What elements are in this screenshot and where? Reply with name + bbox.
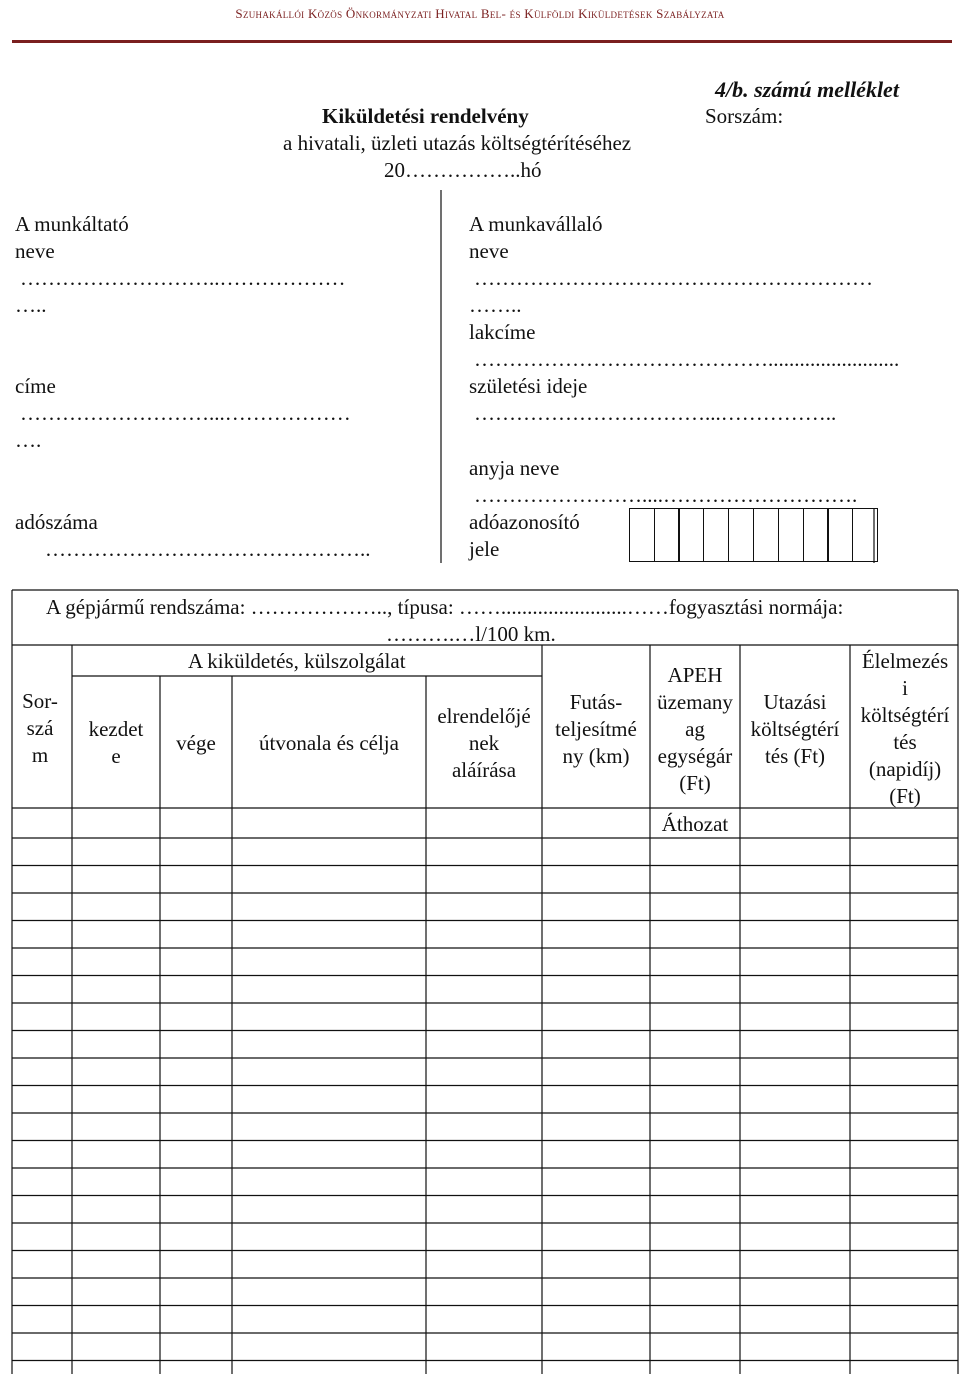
col-route-header: útvonala és célja (259, 731, 399, 755)
employer-tax-field[interactable]: ……………………………………….. (45, 537, 371, 561)
employer-name-field[interactable]: ………………………..……………… (20, 266, 346, 290)
col-fuel-price-header: APEH üzemany ag egységár (Ft) (657, 663, 733, 795)
employee-name-label: A munkavállaló (469, 212, 603, 236)
col-meal-allowance-header: Élelmezés i költségtérí tés (napidíj) (Ft) (860, 649, 950, 808)
col-distance-header: Futás- teljesítmé ny (km) (555, 690, 637, 768)
vehicle-info-line: A gépjármű rendszáma: ……………….., típusa: ……........................……fogyasztási normája: (46, 595, 844, 619)
date-line: 20……………..hó (384, 158, 542, 182)
employee-birth-label: születési ideje (469, 374, 588, 398)
employee-birth-field[interactable]: ……………………………...…………….. (474, 401, 837, 425)
employee-name-field-cont[interactable]: …….. (469, 293, 522, 317)
employer-name-label: A munkáltató (15, 212, 129, 236)
employer-tax-label: adószáma (15, 510, 98, 534)
col-signature-header: elrendelőjé nek aláírása (437, 704, 531, 782)
col-serial-header: Sor- szá m (22, 689, 58, 767)
employee-address-field[interactable]: ……………………………………......................... (474, 347, 900, 371)
employee-name-field[interactable]: ………………………………………………… (474, 266, 873, 290)
employee-name-label-2: neve (469, 239, 509, 263)
col-start-header: kezdet e (88, 717, 144, 768)
employee-taxid-label: adóazonosító (469, 510, 580, 534)
employer-name-label-2: neve (15, 239, 55, 263)
employee-mother-field[interactable]: ……………………....………………………. (474, 483, 858, 507)
employee-address-label: lakcíme (469, 320, 536, 344)
annex-label: 4/b. számú melléklet (715, 77, 899, 102)
employee-taxid-label-2: jele (469, 537, 500, 561)
employer-name-field-cont[interactable]: ….. (15, 293, 47, 317)
employer-address-field[interactable]: ………………………...……………… (20, 401, 351, 425)
employee-mother-label: anyja neve (469, 456, 560, 480)
col-travel-cost-header: Utazási költségtérí tés (Ft) (750, 690, 840, 768)
document-subtitle: a hivatali, üzleti utazás költségtérítéséhez (283, 131, 632, 155)
employer-address-field-cont[interactable]: …. (15, 428, 42, 452)
employer-address-label: címe (15, 374, 56, 398)
group-header: A kiküldetés, külszolgálat (188, 649, 406, 673)
vehicle-consumption-line: ……….…l/100 km. (386, 622, 556, 646)
col-end-header: vége (176, 731, 216, 755)
document-title: Kiküldetési rendelvény (322, 104, 529, 128)
running-header: Szuhakállói Közös Önkormányzati Hivatal Bel- és Külföldi Kiküldetések Szabályzata (235, 6, 725, 21)
serial-number-label: Sorszám: (705, 104, 784, 128)
carry-over-label: Áthozat (661, 812, 729, 836)
